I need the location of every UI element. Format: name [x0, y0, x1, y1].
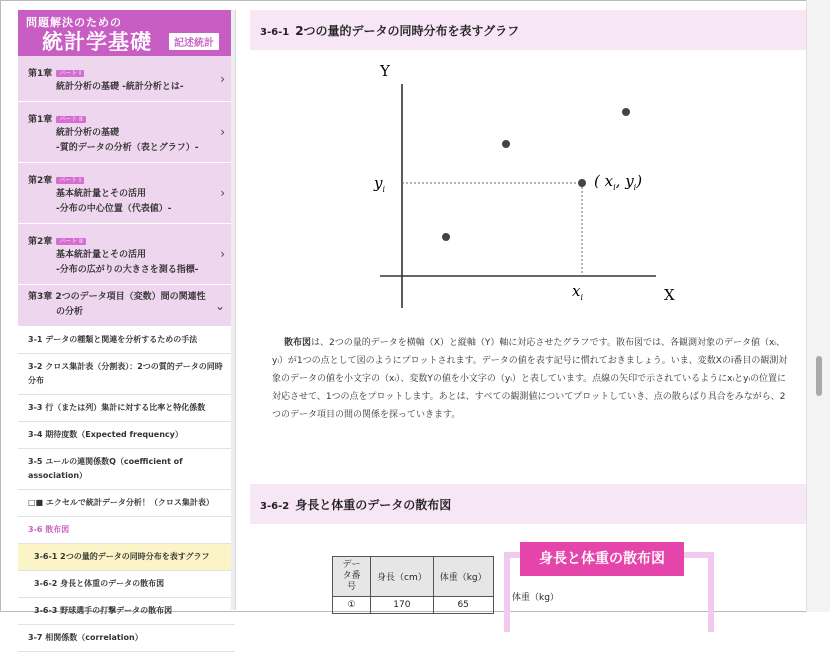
sidebar-chapter-2-part-2[interactable]	[18, 224, 235, 285]
y-axis-label: Y	[380, 62, 390, 80]
column-header: 体重（kg）	[433, 557, 493, 597]
table-cell: 65	[433, 597, 493, 614]
section-header-3-6-2	[250, 484, 810, 524]
chapter-part-badge: パート I	[56, 177, 84, 184]
brand-banner[interactable]	[18, 10, 235, 56]
chevron-right-icon: ›	[220, 71, 225, 86]
chapter-part-badge: パート I	[56, 70, 84, 77]
chevron-right-icon: ›	[220, 125, 225, 139]
sidebar-item-3-4[interactable]: 3-4 期待度数（Expected frequency）	[18, 422, 235, 449]
column-header: データ番号	[333, 557, 371, 597]
section-title: 身長と体重のデータの散布図	[295, 498, 452, 512]
data-table	[332, 556, 494, 614]
table-cell: ①	[333, 597, 371, 614]
sidebar-item-excel[interactable]: □■ エクセルで統計データ分析！（クロス集計表）	[18, 490, 235, 517]
main-content	[236, 0, 806, 612]
weight-axis-label: 体重（kg）	[512, 593, 559, 603]
chapter-number: 第2章	[28, 176, 53, 186]
paragraph-text: は、2つの量的データを横軸（X）と縦軸（Y）軸に対応させたグラフです。散布図では、各観測対象のデータ値（xᵢ、yᵢ）が1つの点として図のようにプロットされます。データの値を表す記号に慣れておきましょう。いま、変数Xのi番目の観測対象のデータの値を小文字の（xᵢ）、変数Yの値を小文字の（yᵢ）と表しています。点線の矢印で示されているようにxᵢとyᵢの位置に対応させて、1つの点をプロットします。あとは、すべての観測値についてプロットしていき、点の散らばり具合をみながら、2つのデータ項目の間の関係を探っていきます。	[272, 338, 788, 420]
data-point	[622, 108, 630, 116]
chapter-part-badge: パート II	[56, 238, 85, 245]
chapter-subtitle: -質的データの分析（表とグラフ）-	[56, 143, 199, 153]
point-coordinate-label: ( $x_i$, $y_i$)	[594, 172, 643, 192]
data-point-highlighted	[578, 179, 586, 187]
section-title: 2つの量的データの同時分布を表すグラフ	[295, 24, 520, 38]
sidebar	[18, 10, 236, 642]
chapter-number: 第1章	[28, 115, 53, 125]
chevron-down-icon: ⌄	[214, 298, 225, 313]
chapter-number: 第1章	[28, 69, 53, 79]
sidebar-chapter-1-part-2[interactable]	[18, 102, 235, 163]
sidebar-item-3-6-3[interactable]: 3-6-3 野球選手の打撃データの散布図	[18, 598, 235, 625]
section-number: 3-6-1	[260, 27, 290, 38]
explanation-paragraph	[272, 334, 792, 424]
chapter-title: 統計分析の基礎	[56, 128, 120, 138]
page-scrollbar[interactable]	[806, 0, 830, 612]
sidebar-item-3-6-2[interactable]: 3-6-2 身長と体重のデータの散布図	[18, 571, 235, 598]
brand-title: 統計学基礎	[42, 29, 152, 54]
table-row	[333, 597, 494, 614]
chevron-right-icon: ›	[220, 247, 225, 261]
section-number: 3-6-2	[260, 501, 290, 512]
sidebar-item-3-3[interactable]: 3-3 行（または列）集計に対する比率と特化係数	[18, 395, 235, 422]
data-point	[442, 233, 450, 241]
chevron-right-icon: ›	[220, 186, 225, 200]
sidebar-item-3-6-1[interactable]: 3-6-1 2つの量的データの同時分布を表すグラフ	[18, 544, 235, 571]
table-header-row	[333, 557, 494, 597]
sidebar-item-3-6[interactable]: 3-6 散布図	[18, 517, 235, 544]
section-header-3-6-1	[250, 10, 810, 50]
sidebar-scrollbar[interactable]	[231, 10, 235, 610]
xi-label: $x_i$	[572, 282, 584, 302]
sidebar-item-3-5[interactable]: 3-5 ユールの連関係数Q（coefficient of association）	[18, 449, 235, 490]
sidebar-item-3-7[interactable]: 3-7 相関係数（correlation）	[18, 625, 235, 652]
sidebar-item-3-2[interactable]: 3-2 クロス集計表（分割表）：2つの質的データの同時分布	[18, 354, 235, 395]
chapter-title: 基本統計量とその活用	[56, 189, 147, 199]
yi-label: $y_i$	[374, 174, 386, 194]
x-axis-label: X	[664, 286, 675, 304]
sidebar-item-3-1[interactable]: 3-1 データの種類と関連を分析するための手法	[18, 327, 235, 354]
brand-subtitle: 問題解決のための	[26, 16, 122, 29]
chapter-title: 基本統計量とその活用	[56, 250, 147, 260]
chapter-title: 第3章 2つのデータ項目（変数）間の関連性	[28, 292, 206, 302]
chapter-number: 第2章	[28, 237, 53, 247]
sidebar-chapter-1-part-1[interactable]	[18, 56, 235, 102]
chapter-subtitle: -分布の広がりの大きさを測る指標-	[56, 265, 199, 275]
column-header: 身長（cm）	[371, 557, 434, 597]
scatter-diagram	[366, 58, 686, 308]
brand-tag: 記述統計	[168, 32, 220, 51]
sidebar-chapter-3[interactable]	[18, 285, 235, 327]
sidebar-chapter-2-part-1[interactable]	[18, 163, 235, 224]
scrollbar-thumb[interactable]	[816, 356, 822, 396]
chapter-subtitle: の分析	[56, 307, 84, 317]
chapter-title: 統計分析の基礎 -統計分析とは-	[56, 82, 184, 92]
chapter-part-badge: パート II	[56, 116, 85, 123]
data-point	[502, 140, 510, 148]
table-cell: 170	[371, 597, 434, 614]
scatter-figure-title: 身長と体重の散布図	[520, 542, 684, 576]
term-bold: 散布図	[284, 338, 312, 348]
chapter-subtitle: -分布の中心位置（代表値）-	[56, 204, 172, 214]
